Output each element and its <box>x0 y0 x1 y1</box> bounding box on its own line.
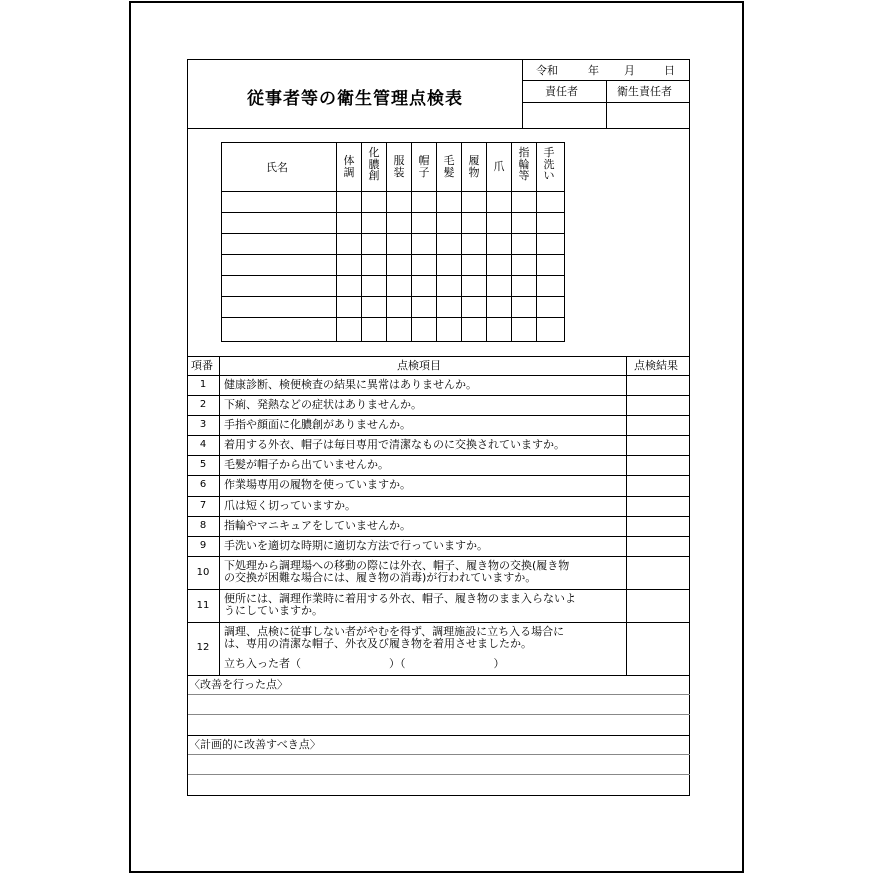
form-title: 従事者等の衛生管理点検表 <box>247 89 463 109</box>
item-no: 9 <box>199 540 207 551</box>
col-header-cap: 帽子 <box>418 154 430 179</box>
no-header: 項番 <box>191 359 213 372</box>
item-no: 8 <box>199 520 207 531</box>
improved-label: 〈改善を行った点〉 <box>189 678 288 691</box>
checklist-item: 手洗いを適切な時期に適切な方法で行っていますか。 <box>224 539 488 552</box>
header-line <box>522 80 690 81</box>
col-line <box>436 143 437 341</box>
col-line <box>461 143 462 341</box>
checklist-item: 爪は短く切っていますか。 <box>224 499 356 512</box>
row-line <box>188 675 690 676</box>
row-line <box>188 536 690 537</box>
result-header: 点検結果 <box>634 359 678 372</box>
row-line <box>222 317 564 318</box>
checklist-item: 健康診断、検便検査の結果に異常はありませんか。 <box>224 378 477 391</box>
checklist-item-line: 下処理から調理場への移動の際には外衣、帽子、履き物の交換(履き物 <box>224 559 570 572</box>
date-year: 年 <box>588 64 599 77</box>
col-line <box>336 143 337 341</box>
result-column[interactable] <box>627 376 690 674</box>
col-header-hair: 毛髪 <box>443 154 455 179</box>
header-bottom <box>188 128 690 129</box>
row-line <box>188 395 690 396</box>
row-line <box>188 415 690 416</box>
date-day: 日 <box>664 64 675 77</box>
item-no: 5 <box>199 459 207 470</box>
inspection-form <box>187 59 690 796</box>
checklist-item: 下痢、発熱などの症状はありませんか。 <box>224 398 422 411</box>
name-header: 氏名 <box>266 161 288 174</box>
responsible-label: 責任者 <box>545 85 578 98</box>
col-line <box>536 143 537 341</box>
col-line <box>219 356 220 675</box>
item-no: 12 <box>196 642 210 653</box>
col-line <box>361 143 362 341</box>
item-no: 1 <box>199 379 207 390</box>
item-no: 4 <box>199 439 207 450</box>
checklist-item-line: うにしていますか。 <box>224 604 323 617</box>
row-line <box>188 556 690 557</box>
item-no: 6 <box>199 479 207 490</box>
checklist-item: 毛髪が帽子から出ていませんか。 <box>224 458 389 471</box>
row-line <box>188 475 690 476</box>
col-header-nails: 爪 <box>493 160 505 173</box>
row-line <box>222 296 564 297</box>
date-era: 令和 <box>536 64 558 77</box>
checklist-item: 作業場専用の履物を使っていますか。 <box>224 478 411 491</box>
checklist-item: 手指や顔面に化膿創がありませんか。 <box>224 418 411 431</box>
hygiene-responsible-label: 衛生責任者 <box>617 85 672 98</box>
responsible-stamp-field[interactable] <box>523 103 605 127</box>
col-header-wound: 化膿創 <box>368 146 380 182</box>
row-line <box>188 735 690 736</box>
date-month: 月 <box>624 64 635 77</box>
improved-notes-field[interactable] <box>188 695 690 735</box>
col-line <box>486 143 487 341</box>
col-header-clothing: 服装 <box>393 154 405 179</box>
row-line <box>222 212 564 213</box>
staff-table <box>221 142 565 342</box>
row-line <box>188 455 690 456</box>
col-header-footwear: 履物 <box>468 154 480 179</box>
row-line <box>188 516 690 517</box>
col-line <box>386 143 387 341</box>
row-line <box>188 435 690 436</box>
col-header-handwash: 手洗い <box>543 146 555 182</box>
planned-label: 〈計画的に改善すべき点〉 <box>189 738 321 751</box>
row-line <box>222 191 564 192</box>
checklist-item-line: の交換が困難な場合には、履き物の消毒)が行われていますか。 <box>224 571 537 584</box>
item-no: 3 <box>199 419 207 430</box>
item-no: 10 <box>196 567 210 578</box>
checklist-item: 指輪やマニキュアをしていませんか。 <box>224 519 411 532</box>
hygiene-responsible-stamp-field[interactable] <box>607 103 689 127</box>
row-line <box>222 275 564 276</box>
planned-notes-field[interactable] <box>188 755 690 794</box>
item-no: 7 <box>199 500 207 511</box>
checklist-item-line: 調理、点検に従事しない者がやむを得ず、調理施設に立ち入る場合に <box>224 625 565 638</box>
col-line <box>411 143 412 341</box>
row-line <box>188 356 690 357</box>
visitor-line: 立ち入った者（ ）（ ） <box>224 657 505 670</box>
row-line <box>188 622 690 623</box>
row-line <box>188 375 690 376</box>
row-line <box>222 254 564 255</box>
checklist-item-line: は、専用の清潔な帽子、外衣及び履き物を着用させましたか。 <box>224 637 532 650</box>
col-header-condition: 体調 <box>343 154 355 179</box>
row-line <box>222 233 564 234</box>
row-line <box>188 496 690 497</box>
checklist-item-line: 便所には、調理作業時に着用する外衣、帽子、履き物のまま入らないよ <box>224 592 576 605</box>
item-header: 点検項目 <box>397 359 441 372</box>
item-no: 11 <box>196 600 210 611</box>
checklist-item: 着用する外衣、帽子は毎日専用で清潔なものに交換されていますか。 <box>224 438 565 451</box>
col-header-rings: 指輪等 <box>518 146 530 182</box>
col-line <box>511 143 512 341</box>
row-line <box>188 589 690 590</box>
item-no: 2 <box>199 399 207 410</box>
